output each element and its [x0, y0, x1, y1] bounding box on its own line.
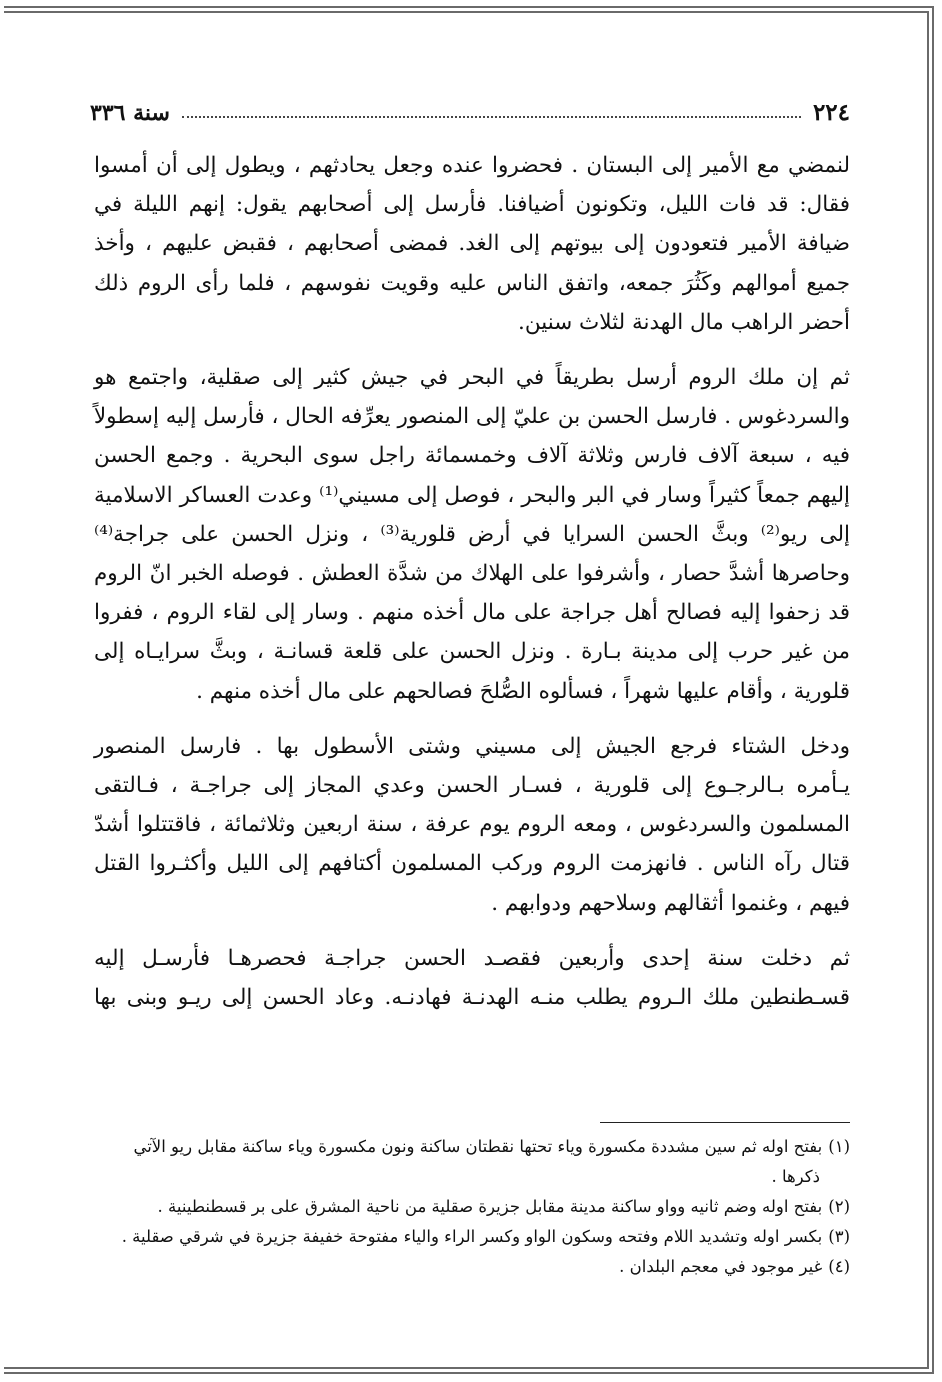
text-line: وحاصرها أشدَّ حصار ، وأشرفوا على الهلاك من شدَّة العطش . فوصله الخبر انّ الروم — [94, 561, 850, 587]
text-line: فقال: قد فات الليل، وتكونون أضيافنا. فأرسل إلى أصحابهم يقول: إنهم الليلة في — [94, 192, 850, 218]
text-line: ثم دخلت سنة إحدى وأربعين فقصـد الحسن جراجـة فحصرهـا فأرسـل إليه — [94, 945, 850, 971]
footnote — [94, 1132, 850, 1162]
footnote-continuation — [94, 1162, 850, 1192]
text-line: إلى ريو⁽²⁾ وبثَّ الحسن السرايا في أرض قلورية⁽³⁾ ، ونزل الحسن على جراجة⁽⁴⁾ — [94, 521, 850, 547]
text-line: إليهم جمعاً كثيراً وسار في البر والبحر ، فوصل إلى مسيني⁽¹⁾ وعدت العساكر الاسلامية — [94, 482, 851, 508]
footnote — [94, 1192, 850, 1222]
text-line: قلورية ، وأقام عليها شهراً ، فسألوه الصُّلحَ فصالحهم على مال أخذه منهم . — [196, 678, 850, 704]
text-line: قسـطنطين ملك الـروم يطلب منـه الهدنـة فهادنـه. وعاد الحسن إلى ريـو وبنى بها — [94, 985, 850, 1011]
paragraph — [94, 727, 850, 923]
text-line: يـأمره بـالرجـوع إلى قلورية ، فسـار الحسن وعدي المجاز إلى جراجـة ، فـالتقى — [94, 773, 850, 799]
footnote-text: ذكرها . — [771, 1167, 820, 1186]
footnote — [94, 1222, 850, 1252]
year-title: سنة ٣٣٦ — [90, 100, 170, 126]
text-line: ثم إن ملك الروم أرسل بطريقاً في البحر في جيش كثير إلى صقلية، واجتمع هو — [94, 365, 850, 391]
footnote-text: بفتح اوله وضم ثانيه وواو ساكنة مدينة مقابل جزيرة صقلية من ناحية المشرق على بر قسطنطينية . — [157, 1197, 823, 1216]
running-header — [90, 92, 850, 126]
footnote-number: (٣) — [828, 1227, 850, 1246]
footnote-number: (٤) — [828, 1257, 850, 1276]
footnote-text: غير موجود في معجم البلدان . — [619, 1257, 823, 1276]
text-line: قتال رآه الناس . فانهزمت الروم وركب المسلمون أكتافهم إلى الليل وأكثـروا القتل — [94, 851, 850, 877]
text-line: لنمضي مع الأمير إلى البستان . فحضروا عنده وجعل يحادثهم ، ويطول إلى أن أمسوا — [94, 153, 850, 178]
footnote-number: (٢) — [828, 1197, 850, 1216]
footnote — [94, 1252, 850, 1282]
text-line: فيه ، سبعة آلاف فارس وثلاثة آلاف وخمسمائة راجل سوى البحرية . وجمع الحسن — [94, 443, 850, 469]
footnote-text: بفتح اوله ثم سين مشددة مكسورة وياء تحتها نقطتان ساكنة ونون مكسورة وياء ساكنة مقابل ريو الآتي — [133, 1137, 823, 1156]
text-line: فيهم ، وغنموا أثقالهم وسلاحهم ودوابهم . — [491, 890, 850, 916]
header-dotted-leader — [182, 116, 801, 118]
text-line: ودخل الشتاء فرجع الجيش إلى مسيني وشتى الأسطول بها . فارسل المنصور — [94, 733, 850, 759]
body-text — [94, 146, 850, 1033]
text-line: المسلمون والسردغوس ، ومعه الروم يوم عرفة ، سنة اربعين وثلاثمائة ، فاقتتلوا أشدّ — [94, 812, 850, 838]
footnote-separator — [600, 1122, 850, 1123]
text-line: قد زحفوا إليه فصالح أهل جراجة على مال أخذه منهم . وسار إلى لقاء الروم ، ففروا — [94, 600, 850, 626]
text-line: من غير حرب إلى مدينة بـارة . ونزل الحسن على قلعة قسانـة ، وبثَّ سرايـاه إلى — [94, 639, 850, 665]
paragraph — [94, 146, 850, 342]
footnotes — [94, 1132, 850, 1282]
text-line: ضيافة الأمير فتعودون إلى بيوتهم إلى الغد. فمضى أصحابهم ، فقبض عليهم ، وأخذ — [94, 231, 850, 257]
paragraph — [94, 939, 850, 1017]
paragraph — [94, 358, 850, 711]
footnote-number: (١) — [828, 1137, 850, 1156]
footnote-text: بكسر اوله وتشديد اللام وفتحه وسكون الواو وكسر الراء والياء مفتوحة خفيفة جزيرة في شرقي صقلية . — [121, 1227, 823, 1246]
text-line: جميع أموالهم وكَثُرَ جمعه، واتفق الناس عليه وقويت نفوسهم ، فلما رأى الروم ذلك — [94, 270, 850, 296]
page-number: ٢٢٤ — [812, 99, 850, 126]
text-line: والسردغوس . فارسل الحسن بن عليّ إلى المنصور يعرِّفه الحال ، فأرسل إليه إسطولاً — [93, 404, 850, 430]
text-line: أحضر الراهب مال الهدنة لثلاث سنين. — [518, 309, 850, 335]
